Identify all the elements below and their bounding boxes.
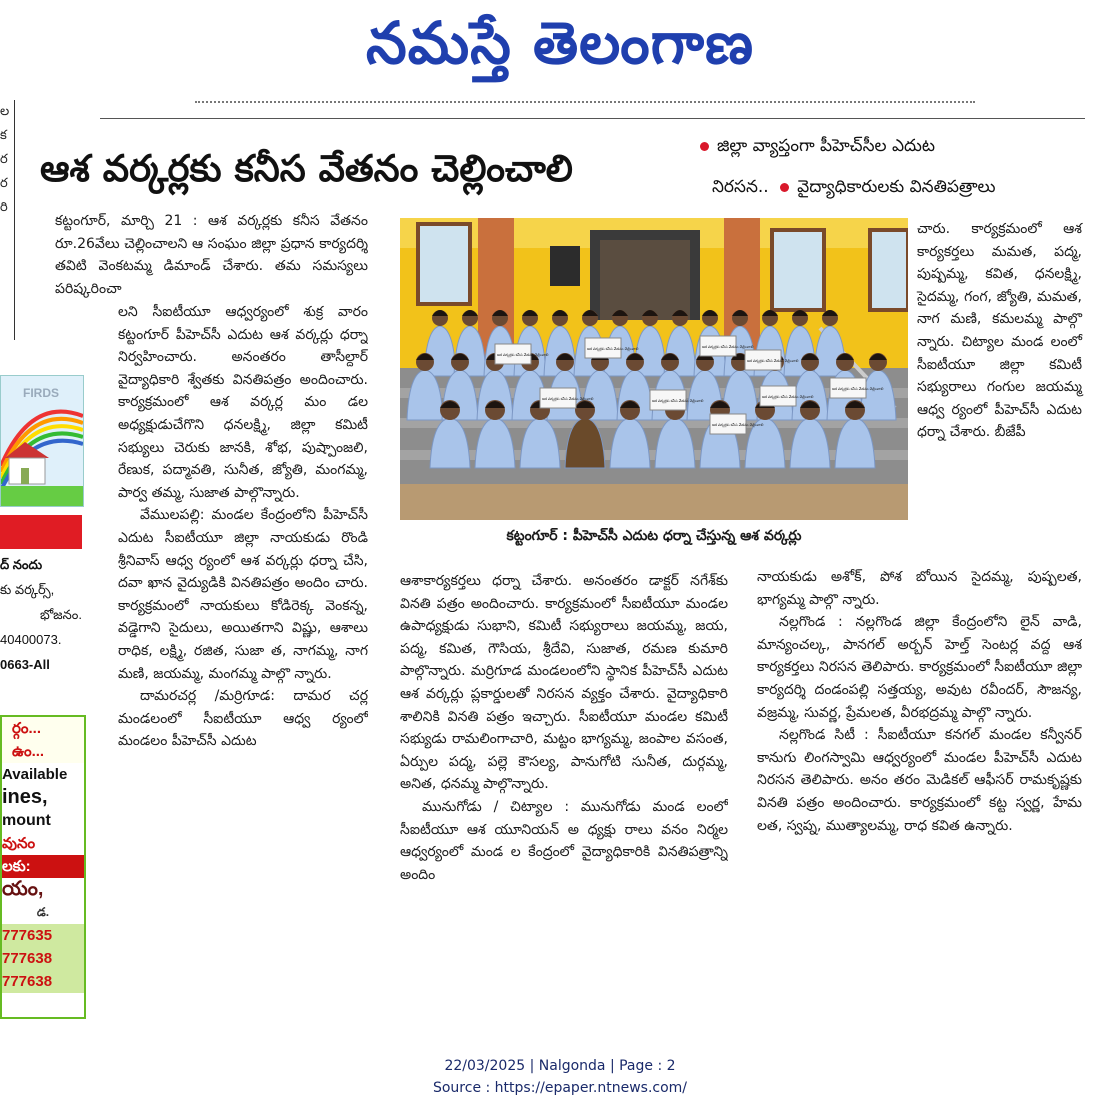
left-strip-char: ర: [0, 152, 8, 167]
ad2-line: mount: [2, 812, 51, 829]
paragraph: నాయకుడు అశోక్, పోశ బోయిన సైదమ్మ, పుష్పలత, భాగ్యమ్మ పాల్గొ న్నారు.: [757, 569, 1082, 608]
masthead-dotted-rule: [195, 101, 975, 103]
ad-line: కు వర్కర్స్,: [0, 582, 55, 597]
paragraph: కట్టంగూర్, మార్చి 21 : ఆశ వర్కర్లకు కనీస వేతనం రూ.26వేలు చెల్లించాలని ఆ సంఘం జిల్లా ప్రధాన కార్యదర్శి తవిటి వెంకటమ్మ డిమాండ్ చేశారు. తమ సమస్యలు పరిష్కరించా: [55, 213, 368, 297]
ad2-line: ఉం...: [2, 740, 84, 763]
bullet-dot: [700, 142, 709, 151]
column-2: [400, 570, 728, 1010]
ad-line: ద్ నందు: [0, 557, 43, 572]
ad2-line: ర్గం...: [2, 717, 84, 740]
highlight-text: వైద్యాధికారులకు వినతిపత్రాలు: [797, 177, 996, 197]
left-ad-red-bar: [0, 515, 82, 549]
ad-line: 0663-All: [0, 657, 50, 672]
left-strip-char: రి: [0, 200, 8, 215]
placard-text: ఆశ వర్కర్లకు కనీస వేతనం చెల్లించాలి: [747, 359, 799, 363]
photo-caption: కట్టంగూర్ : పీహెచ్‌సీ ఎదుట ధర్నా చేస్తున్న ఆశ వర్కర్లు: [506, 528, 802, 544]
placard-text: ఆశ వర్కర్లకు కనీస వేతనం చెల్లించాలి: [832, 387, 884, 391]
left-ad-text: [0, 552, 82, 687]
left-ad-dealer: [0, 715, 86, 1019]
left-ad-house: [0, 375, 84, 507]
column-3-top: [917, 218, 1082, 444]
column-1: [118, 301, 368, 1011]
highlight-text: నిరసన..: [712, 177, 769, 197]
masthead: [0, 0, 1120, 90]
ad2-line: 777638: [2, 970, 84, 993]
paragraph: ఆశాకార్యకర్తలు ధర్నా చేశారు. అనంతరం డాక్టర్ నగేశ్‌కు వినతి పత్రం అందించారు. కార్యక్రమంలో సీఐటీయూ మండల ఉపాధ్యక్షుడు సుభాని, కమిటీ సభ్యురాలు జయమ్మ, జయ, పద్మ, కమిత, గౌసియ, శ్రీదేవి, సుజాత, రమణ కుమారి పాల్గొన్నారు. మర్రిగూడ మండలంలోని స్థానిక పీహెచ్‌సీ ఎదుట ఆశ వర్కర్లు ప్లకార్డులతో నిరసన వ్యక్తం చేశారు. వైద్యాధికారి శాలినికి వినతి పత్రం ఇచ్చారు. సీఐటీయూ మండల కమిటీ సభ్యుడు రామలింగాచారి, మట్టం భాగ్యమ్మ, జంపాల వసంత, ఏర్పుల పద్మ, పల్లె కౌసల్య, పానుగోటి సునీత, దుర్గమ్మ, అనిత, ధనమ్మ పాల్గొన్నారు.: [400, 573, 728, 793]
paragraph: నల్లగొండ సిటీ : సీఐటీయూ కనగల్ మండల కన్వీనర్ కానుగు లింగస్వామి ఆధ్వర్యంలో మండల పీహెచ్‌సీ ఎదుట నిరసన తెలిపారు. అనం తరం మెడికల్ ఆఫీసర్ రామకృష్ణకు వినతి పత్రం అందించారు. కార్యక్రమంలో కట్ట స్వర్ణ, హేమ లత, స్వప్న, ముత్యాలమ్మ, రాధ కవిత ఉన్నారు.: [757, 727, 1082, 834]
footer-date-line: 22/03/2025 | Nalgonda | Page : 2: [444, 1058, 676, 1074]
left-strip-top: [0, 100, 15, 340]
placard-text: ఆశ వర్కర్లకు కనీస వేతనం చెల్లించాలి: [587, 347, 639, 351]
newspaper-logo: నమస్తే తెలంగాణ: [366, 9, 754, 77]
paragraph: చారు. కార్యక్రమంలో ఆశ కార్యకర్తలు మమత, పద్మ, పుష్పమ్మ, కవిత, ధనలక్ష్మి, సైదమ్మ, గంగ, జ్యోతి, మమత, నాగ మణి, కమలమ్మ పాల్గొ న్నారు. చిట్యాల మండ లంలో సీఐటీయూ జిల్లా కమిటీ సభ్యురాలు గంగుల జయమ్మ ఆధ్వ ర్యంలో పీహెచ్‌సీ ఎదుట ధర్నా చేశారు. బీజేపీ: [917, 221, 1082, 441]
headline-top-rule: [100, 118, 1085, 119]
ad2-line: ines,: [2, 786, 48, 808]
placard-text: ఆశ వర్కర్లకు కనీస వేతనం చెల్లించాలి: [497, 353, 549, 357]
page-footer: [0, 1055, 1120, 1099]
ad2-line: వునం: [2, 835, 36, 852]
placard-text: ఆశ వర్కర్లకు కనీస వేతనం చెల్లించాలి: [712, 423, 764, 427]
paragraph: లని సీఐటీయూ ఆధ్వర్యంలో శుక్ర వారం కట్టంగూర్ పీహెచ్‌సీ ఎదుట ఆశ వర్కర్లు ధర్నా నిర్వహించారు. అనంతరం తాసీల్దార్ వైద్యాధికారి శ్వేతకు వినతిపత్రం అందించారు. కార్యక్రమంలో ఆశ వర్కర్ల మం డల అధ్యక్షుడుచేగొని ధనలక్ష్మి, జిల్లా కమిటీ సభ్యులు చెరుకు జానకి, శోభ, పుష్పాంజలి, రేణుక, పద్మావతి, సునీత, జ్యోతి, మంగమ్మ, పార్వ తమ్మ, సుజాత పాల్గొన్నారు.: [118, 304, 368, 501]
highlight-2: [712, 174, 996, 200]
left-strip-char: క: [0, 128, 7, 143]
protest-photo-graphic: [400, 218, 908, 520]
column-1-top: [55, 210, 368, 300]
ad2-line: 777635: [2, 924, 84, 947]
placard-text: ఆశ వర్కర్లకు కనీస వేతనం చెల్లించాలి: [652, 399, 704, 403]
ad-line: భోజనం.: [39, 607, 82, 622]
article-headline: ఆశ వర్కర్లకు కనీస వేతనం చెల్లించాలి: [40, 147, 573, 190]
ad2-line: యం,: [2, 878, 44, 900]
paragraph: వేములపల్లి: మండల కేంద్రంలోని పీహెచ్‌సీ ఎదుట సీఐటీయూ జిల్లా నాయకుడు రొండి శ్రీనివాస్ ఆధ్వ ర్యంలో ఆశ వర్కర్లు ధర్నా చేసి, దవా ఖాన వైద్యుడికి వినతిపత్రం అందిం చారు. కార్యక్రమంలో నాయకులు కోడిరెక్క వెంకన్న, వడ్డెగాని సైదులు, అయితగాని విష్ణు, ఆశాలు రాధిక, లక్ష్మి, రజిత, సుజా త, నాగమ్మ, నాగ మణి, జయమ్మ, మంగమ్మ పాల్గొ న్నారు.: [118, 507, 368, 682]
paragraph: నల్లగొండ : నల్లగొండ జిల్లా కేంద్రంలోని లైన్ వాడి, మాన్యంచల్క, పానగల్ అర్బన్ హెల్త్ సెంటర్ల వద్ద ఆశ కార్యకర్తలు నిరసన తెలిపారు. కార్యక్రమంలో సీఐటీయూ జిల్లా కార్యదర్శి దండంపల్లి సత్తయ్య, అవుట రవీందర్, సౌజన్య, వజ్రమ్మ, సువర్ణ, ప్రేమలత, వీరభద్రమ్మ పాల్గొ న్నారు.: [757, 614, 1082, 721]
paragraph: దామరచర్ల /మర్రిగూడ: దామర చర్ల మండలంలో సీఐటీయూ ఆధ్వ ర్యంలో మండలం పీహెచ్‌సీ ఎదుట: [118, 688, 368, 750]
left-strip-char: ల: [0, 104, 10, 119]
ad2-line: 777638: [2, 947, 84, 970]
placard-text: ఆశ వర్కర్లకు కనీస వేతనం చెల్లించాలి: [702, 345, 754, 349]
left-strip-char: ర: [0, 176, 8, 191]
ad2-line: లకు:: [2, 855, 84, 878]
highlight-text: జిల్లా వ్యాప్తంగా పీహెచ్‌సీల ఎదుట: [717, 136, 936, 156]
ad-brand: FIRDS: [23, 386, 59, 400]
protest-photo: [400, 218, 908, 520]
ad-line: 40400073.: [0, 632, 62, 647]
placard-text: ఆశ వర్కర్లకు కనీస వేతనం చెల్లించాలి: [542, 397, 594, 401]
footer-source-line: Source : https://epaper.ntnews.com/: [432, 1080, 688, 1096]
highlight-1: [700, 133, 935, 159]
house-illustration: [1, 376, 83, 506]
column-3: [757, 566, 1082, 986]
ad2-line: Available: [2, 766, 68, 783]
paragraph: మునుగోడు / చిట్యాల : మునుగోడు మండ లంలో సీఐటీయూ ఆశ యూనియన్ అ ధ్యక్షు రాలు వనం నిర్మల ఆధ్వర్యంలో మండ ల కేంద్రంలో వైద్యాధికారికి వినతిపత్రాన్ని అందిం: [400, 798, 728, 883]
ad2-line: డ.: [36, 905, 50, 919]
bullet-dot: [780, 183, 789, 192]
placard-text: ఆశ వర్కర్లకు కనీస వేతనం చెల్లించాలి: [762, 395, 814, 399]
